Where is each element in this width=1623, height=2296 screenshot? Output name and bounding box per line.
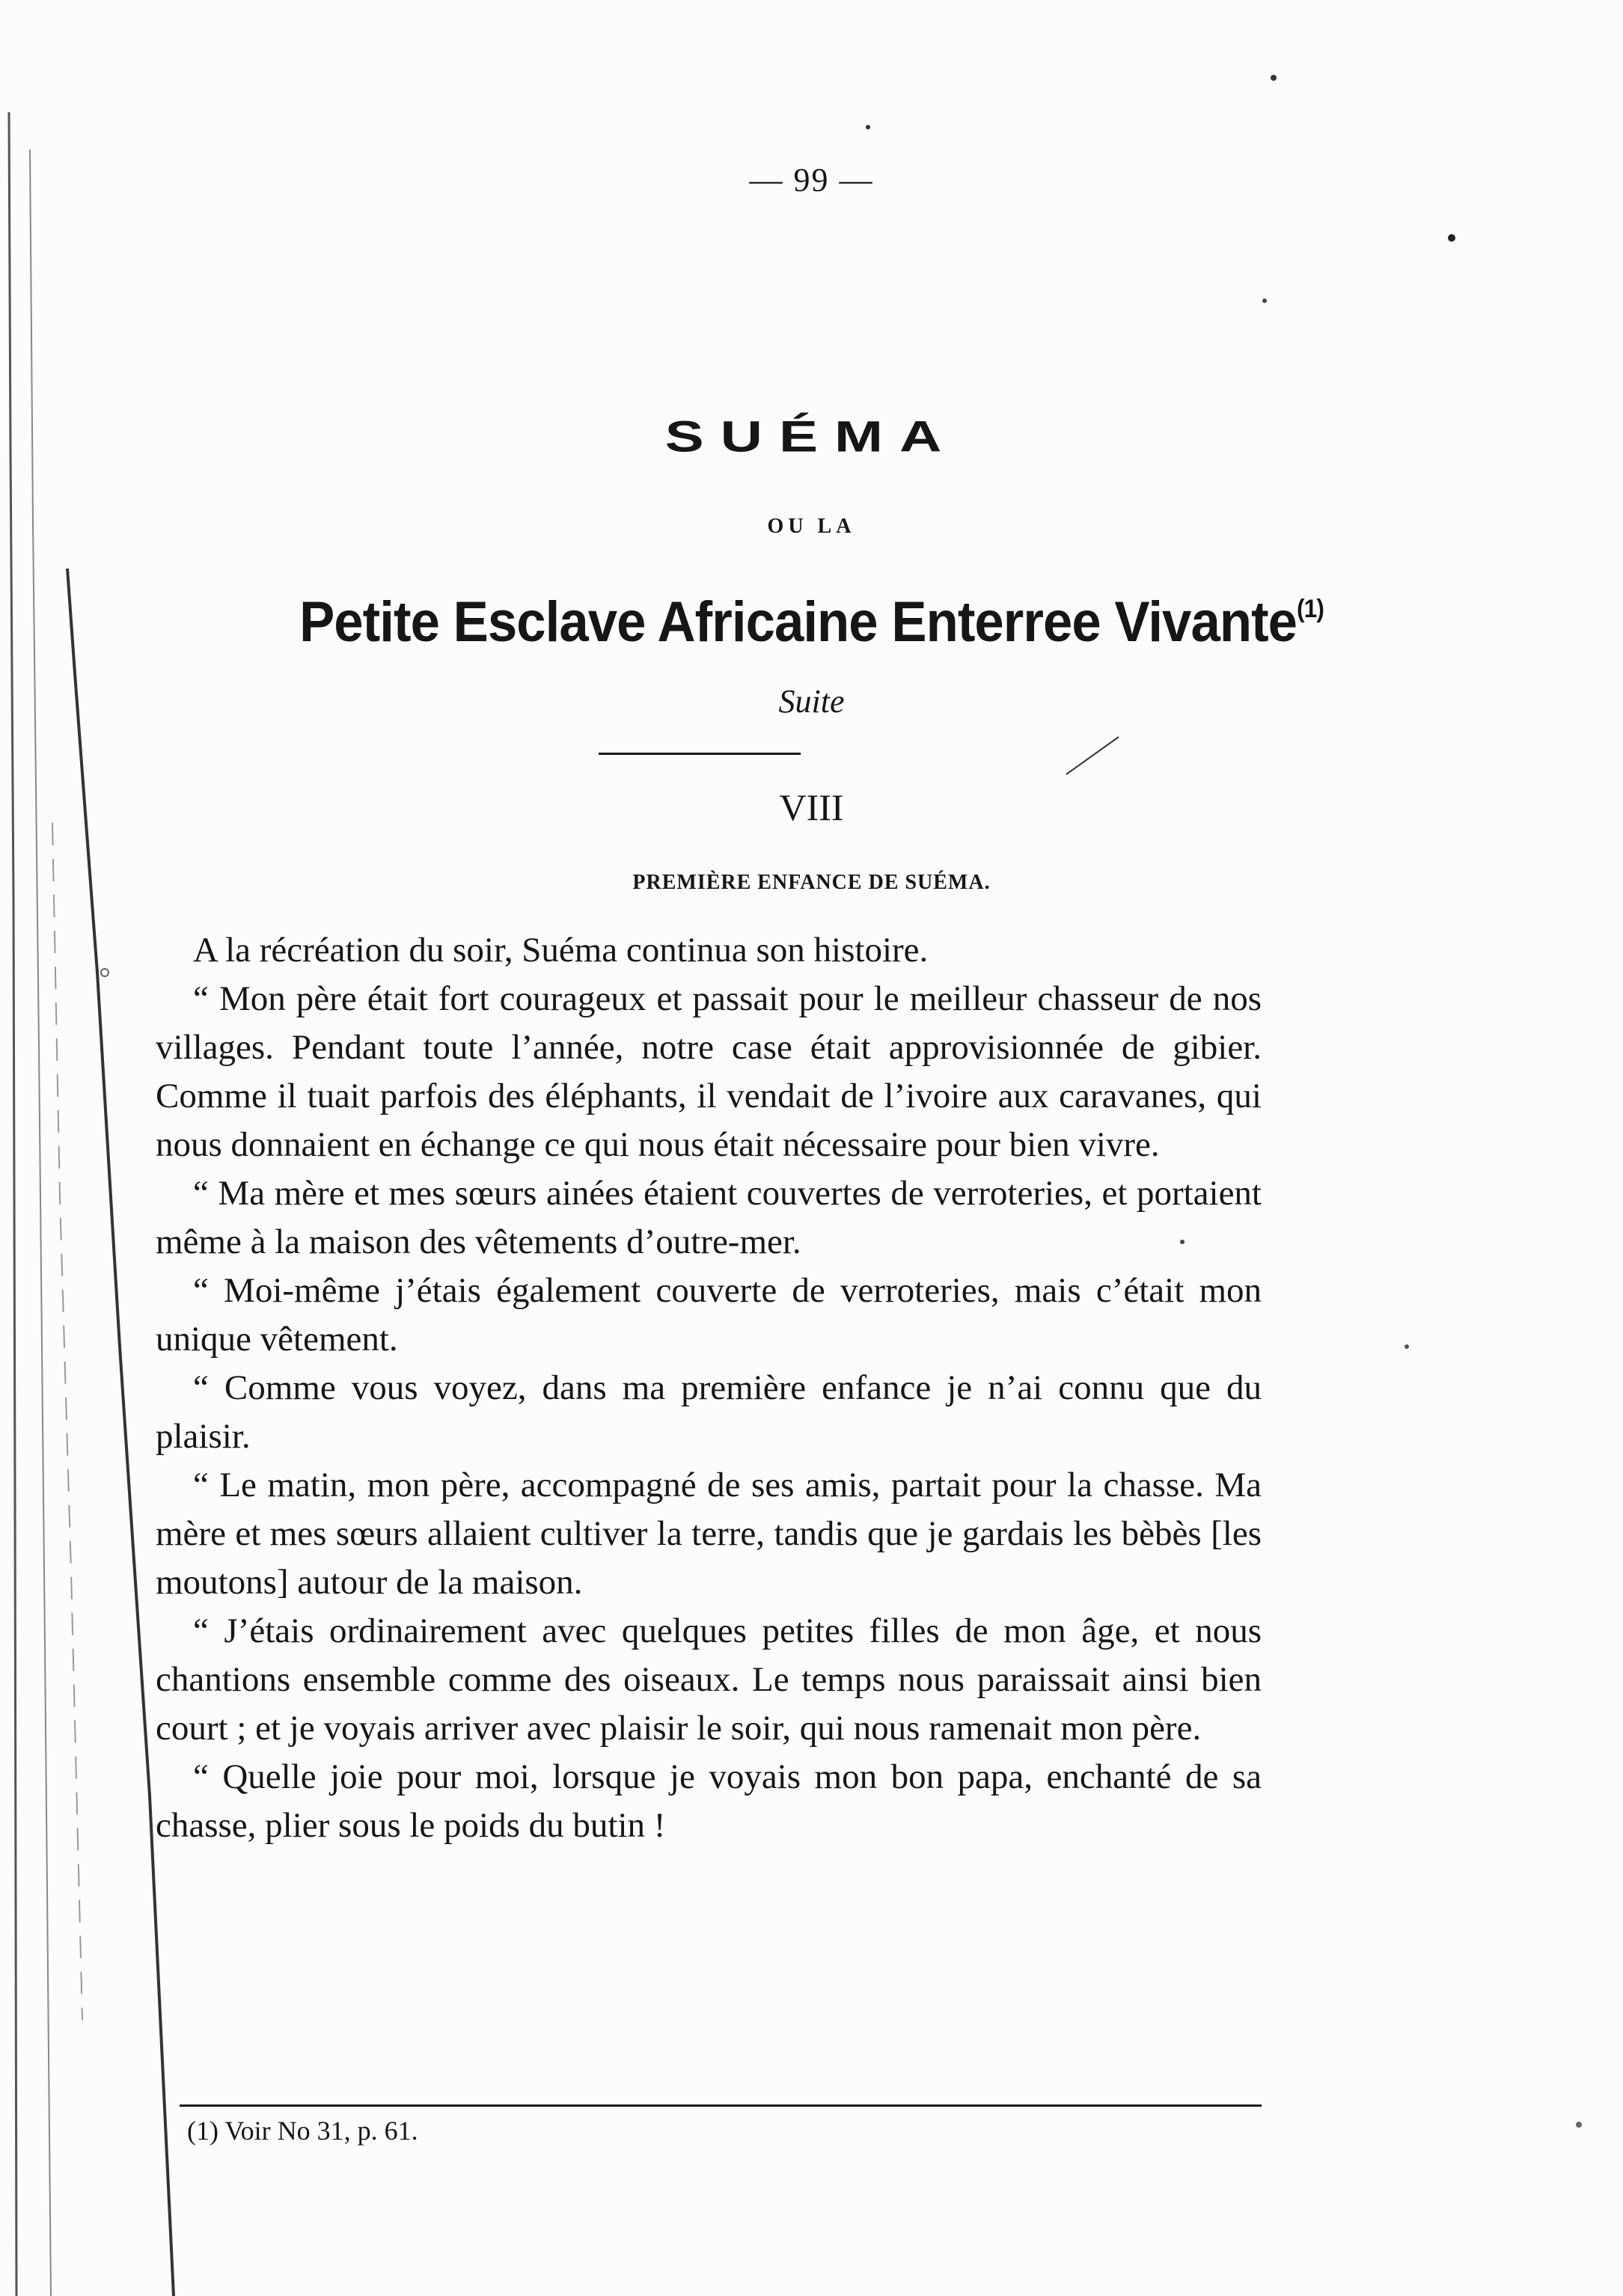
chapter-number: VIII	[779, 786, 844, 828]
body-text	[156, 926, 1262, 1850]
paragraph: “ Quelle joie pour moi, lorsque je voyais mon bon papa, enchanté de sa chasse, plier sous le poids du butin !	[156, 1757, 1262, 1845]
paragraph: “ Comme vous voyez, dans ma première enfance je n’ai connu que du plaisir.	[156, 1368, 1262, 1456]
paragraph: “ Moi-même j’étais également couverte de verroteries, mais c’était mon unique vêtement.	[156, 1271, 1262, 1359]
footnote-marker: (1)	[1297, 595, 1324, 623]
main-title	[57, 590, 1566, 655]
title-divider	[599, 753, 801, 755]
section-heading: PREMIÈRE ENFANCE DE SUÉMA.	[632, 871, 991, 894]
paragraph: A la récréation du soir, Suéma continua son histoire.	[193, 931, 929, 970]
main-title-text: Petite Esclave Africaine Enterree Vivante	[299, 590, 1298, 654]
suite-label: Suite	[778, 683, 845, 720]
paragraph: “ Mon père était fort courageux et passait pour le meilleur chasseur de nos villages. Pendant toute l’année, notre case était approvisionnée de gibier. Comme il tuait parfois des éléphants, il vendait de l’ivoire aux caravanes, qui nous donnaient en échange ce qui nous était nécessaire pour bien vivre.	[156, 979, 1262, 1164]
paragraph: “ J’étais ordinairement avec quelques petites filles de mon âge, et nous chantions ensemble comme des oiseaux. Le temps nous paraissait ainsi bien court ; et je voyais arriver avec plaisir le soir, qui nous ramenait mon père.	[156, 1611, 1262, 1748]
page-number: — 99 —	[749, 162, 874, 198]
footnote-divider	[180, 2104, 1262, 2107]
footnote: (1) Voir No 31, p. 61.	[187, 2116, 418, 2146]
story-headline: SUÉMA	[664, 411, 959, 462]
paragraph: “ Le matin, mon père, accompagné de ses amis, partait pour la chasse. Ma mère et mes sœurs allaient cultiver la terre, tandis que je gardais les bèbès [les moutons] autour de la maison.	[156, 1466, 1262, 1602]
paragraph: “ Ma mère et mes sœurs ainées étaient couvertes de verroteries, et portaient même à la maison des vêtements d’outre-mer.	[156, 1174, 1262, 1261]
subtitle-connector: OU LA	[767, 515, 856, 538]
